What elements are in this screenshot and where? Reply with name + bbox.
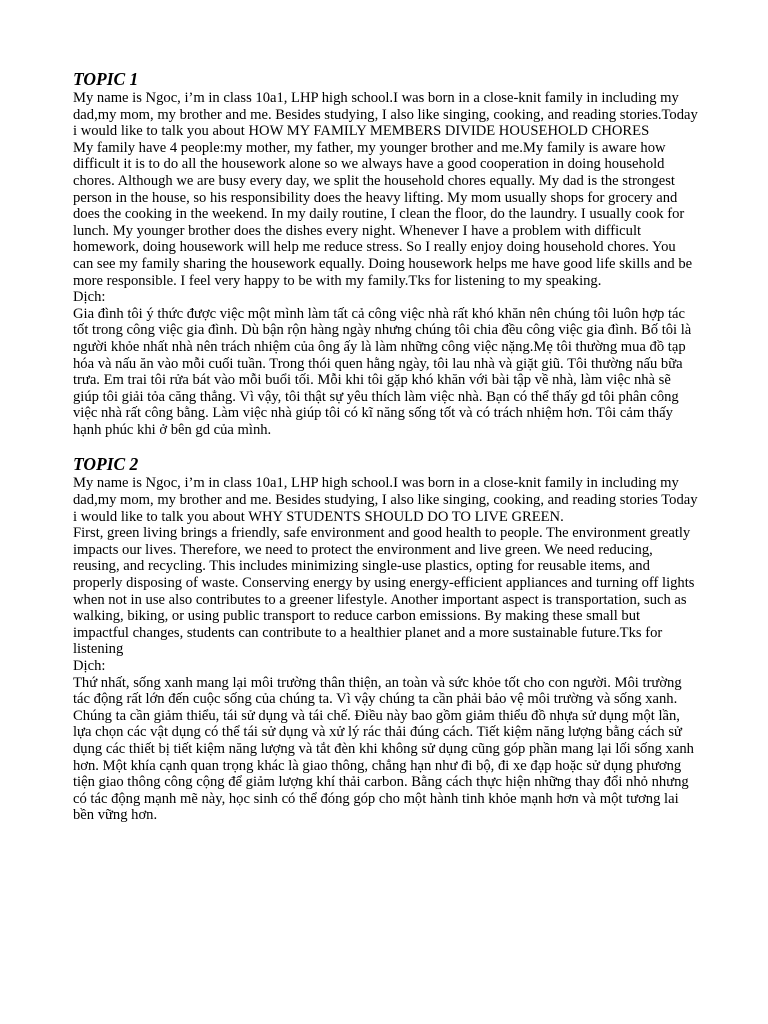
topic-2-title: TOPIC 2 xyxy=(73,454,139,475)
topic-1-title: TOPIC 1 xyxy=(73,69,139,89)
topic-2-body: First, green living brings a friendly, safe environment and good health to people. The environment greatly impacts our lives. Therefore, we need to protect the environment and live green. We need reducing, reusing, and recycling. This includes minimizing single-use plastics, opting for reusable items, and properly disposing of waste. Conserving energy by using energy-efficient appliances and turning off lights when not in use also contributes to a greener lifestyle. Another important aspect is transportation, such as walking, biking, or using public transport to reduce carbon emissions. By making these small but impactful changes, students can contribute to a healthier planet and a more sustainable future.Tks for listening xyxy=(73,525,695,658)
topic-2-intro: My name is Ngoc, i’m in class 10a1, LHP high school.I was born in a close-knit family in including my dad,my mom, my brother and me. Besides studying, I also like singing, cooking, and reading stories Today i would like to talk you about WHY STUDENTS SHOULD DO TO LIVE GREEN. xyxy=(73,475,698,525)
topic-1-translation-label: Dịch: xyxy=(73,289,106,306)
topic-1-intro: My name is Ngoc, i’m in class 10a1, LHP high school.I was born in a close-knit family in including my dad,my mom, my brother and me. Besides studying, I also like singing, cooking, and reading stories.Today i would like to talk you about HOW MY FAMILY MEMBERS DIVIDE HOUSEHOLD CHORES xyxy=(73,90,698,140)
document-page xyxy=(73,70,699,824)
topic-2-translation-label: Dịch: xyxy=(73,658,106,674)
topic-1-body: My family have 4 people:my mother, my father, my younger brother and me.My family is aware how difficult it is to do all the housework alone so we always have a good cooperation in doing household chores. Although we are busy every day, we split the household chores equally. My dad is the strongest person in the house, so his responsibility does the heavy lifting. My mom usually shops for grocery and does the cooking in the weekend. In my daily routine, I clean the floor, do the laundry. I usually cook for lunch. My younger brother does the dishes every night. Whenever I have a problem with difficult homework, doing housework will help me reduce stress. So I really enjoy doing household chores. You can see my family sharing the housework equally. Doing housework helps me have good life skills and be more responsible. I feel very happy to be with my family.Tks for listening to my speaking. xyxy=(73,139,693,289)
topic-1-translation: Gia đình tôi ý thức được việc một mình làm tất cả công việc nhà rất khó khăn nên chúng tôi luôn hợp tác tốt trong công việc gia đình. Dù bận rộn hàng ngày nhưng chúng tôi chia đều công việc gia đình. Bố tôi là người khỏe nhất nhà nên trách nhiệm của ông ấy là làm những công việc nặng.Mẹ tôi thường mua đồ tạp hóa và nấu ăn vào mỗi cuối tuần. Trong thói quen hằng ngày, tôi lau nhà và giặt giũ. Tôi thường nấu bữa trưa. Em trai tôi rửa bát vào mỗi buổi tối. Mỗi khi tôi gặp khó khăn với bài tập về nhà, làm việc nhà sẽ giúp tôi giải tỏa căng thẳng. Vì vậy, tôi thật sự yêu thích làm việc nhà. Bạn có thể thấy gd tôi phân công việc nhà rất công bằng. Làm việc nhà giúp tôi có kĩ năng sống tốt và có trách nhiệm hơn. Tôi cảm thấy hạnh phúc khi ở bên gd của mình. xyxy=(73,305,692,438)
topic-1-section xyxy=(73,70,699,438)
topic-2-section xyxy=(73,455,699,823)
topic-2-translation: Thứ nhất, sống xanh mang lại môi trường thân thiện, an toàn và sức khỏe tốt cho con người. Môi trường tác động rất lớn đến cuộc sống của chúng ta. Vì vậy chúng ta cần phải bảo vệ môi trường và sống xanh. Chúng ta cần giảm thiểu, tái sử dụng và tái chế. Điều này bao gồm giảm thiểu đồ nhựa sử dụng một lần, lựa chọn các vật dụng có thể tái sử dụng và xử lý rác thải đúng cách. Tiết kiệm năng lượng bằng cách sử dụng các thiết bị tiết kiệm năng lượng và tắt đèn khi không sử dụng cũng góp phần mang lại lối sống xanh hơn. Một khía cạnh quan trọng khác là giao thông, chẳng hạn như đi bộ, đi xe đạp hoặc sử dụng phương tiện giao thông công cộng để giảm lượng khí thải carbon. Bằng cách thực hiện những thay đổi nhỏ nhưng có tác động mạnh mẽ này, học sinh có thể đóng góp cho một hành tinh khỏe mạnh hơn và một tương lai bền vững hơn. xyxy=(73,674,694,824)
